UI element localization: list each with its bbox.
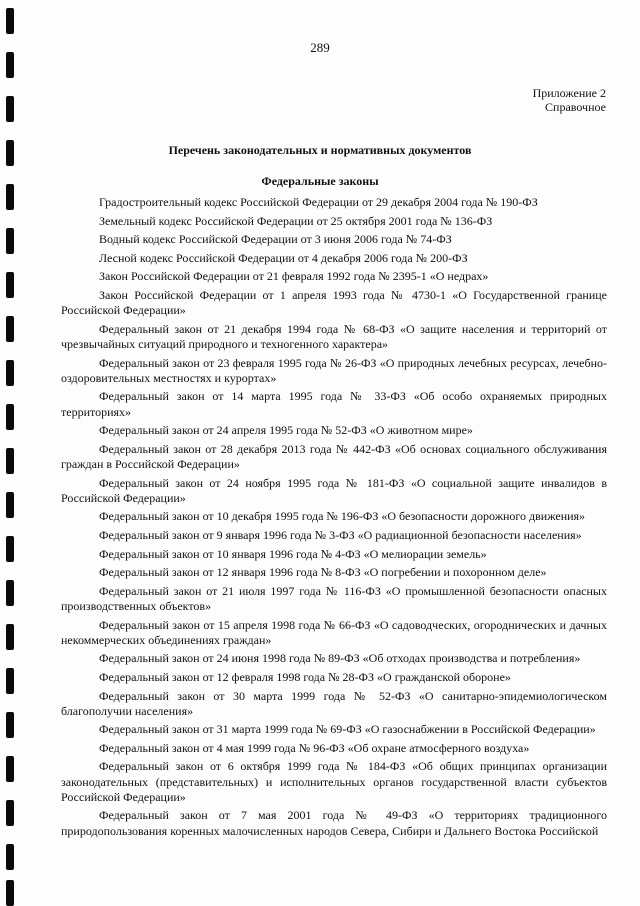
- law-item: Федеральный закон от 7 мая 2001 года № 49-ФЗ «О территориях традиционного природопользования коренных малочисленных народов Севера, Сибири и Дальнего Востока Российской: [61, 808, 607, 838]
- appendix-number: Приложение 2: [532, 86, 606, 100]
- appendix-label: [533, 86, 606, 114]
- law-item: Федеральный закон от 12 января 1996 года № 8-ФЗ «О погребении и похоронном деле»: [99, 565, 547, 580]
- page-number: 289: [310, 40, 330, 55]
- law-item: Закон Российской Федерации от 21 февраля 1992 года № 2395-1 «О недрах»: [99, 269, 489, 284]
- law-list: [61, 195, 607, 842]
- binding-holes: [6, 0, 16, 905]
- law-item: Федеральный закон от 28 декабря 2013 года № 442-ФЗ «Об основах социального обслуживания граждан в Российской Федерации»: [61, 441, 607, 471]
- law-item: Федеральный закон от 10 января 1996 года № 4-ФЗ «О мелиорации земель»: [99, 546, 487, 561]
- law-item: Федеральный закон от 12 февраля 1998 года № 28-ФЗ «О гражданской обороне»: [99, 669, 511, 684]
- law-item: Федеральный закон от 31 марта 1999 года № 69-ФЗ «О газоснабжении в Российской Федерации»: [99, 722, 596, 737]
- law-item: Федеральный закон от 30 марта 1999 года № 52-ФЗ «О санитарно-эпидемиологическом благополучии населения»: [61, 688, 607, 718]
- law-item: Лесной кодекс Российской Федерации от 4 декабря 2006 года № 200-ФЗ: [99, 250, 468, 265]
- law-item: Земельный кодекс Российской Федерации от 25 октября 2001 года № 136-ФЗ: [99, 213, 493, 228]
- law-item: Федеральный закон от 21 июля 1997 года № 116-ФЗ «О промышленной безопасности опасных производственных объектов»: [61, 583, 607, 613]
- law-item: Федеральный закон от 4 мая 1999 года № 96-ФЗ «Об охране атмосферного воздуха»: [99, 740, 530, 755]
- law-item: Федеральный закон от 24 апреля 1995 года № 52-ФЗ «О животном мире»: [99, 423, 473, 438]
- law-item: Федеральный закон от 10 декабря 1995 года № 196-ФЗ «О безопасности дорожного движения»: [99, 509, 586, 524]
- law-item: Федеральный закон от 9 января 1996 года № 3-ФЗ «О радиационной безопасности населения»: [99, 527, 582, 542]
- document-title: Перечень законодательных и нормативных документов: [168, 143, 472, 157]
- law-item: Федеральный закон от 15 апреля 1998 года № 66-ФЗ «О садоводческих, огороднических и дачных некоммерческих объединениях граждан»: [61, 617, 607, 647]
- law-item: Федеральный закон от 6 октября 1999 года № 184-ФЗ «Об общих принципах организации законодательных (представительных) и исполнительных органов государственной власти субъектов Российской Федерации»: [61, 759, 607, 804]
- appendix-type: Справочное: [545, 100, 606, 114]
- law-item: Градостроительный кодекс Российской Федерации от 29 декабря 2004 года № 190-ФЗ: [99, 195, 538, 209]
- law-item: Водный кодекс Российской Федерации от 3 июня 2006 года № 74-ФЗ: [99, 232, 452, 247]
- law-item: Федеральный закон от 24 июня 1998 года № 89-ФЗ «Об отходах производства и потребления»: [99, 651, 581, 666]
- section-title: Федеральные законы: [261, 174, 379, 188]
- law-item: Федеральный закон от 21 декабря 1994 года № 68-ФЗ «О защите населения и территорий от чрезвычайных ситуаций природного и техногенного характера»: [61, 321, 607, 351]
- law-item: Федеральный закон от 24 ноября 1995 года № 181-ФЗ «О социальной защите инвалидов в Российской Федерации»: [61, 475, 607, 505]
- law-item: Федеральный закон от 14 марта 1995 года № 33-ФЗ «Об особо охраняемых природных территориях»: [61, 389, 607, 419]
- law-item: Закон Российской Федерации от 1 апреля 1993 года № 4730-1 «О Государственной границе Российской Федерации»: [61, 287, 607, 318]
- law-item: Федеральный закон от 23 февраля 1995 года № 26-ФЗ «О природных лечебных ресурсах, лечебно-оздоровительных местностях и курортах»: [61, 355, 607, 385]
